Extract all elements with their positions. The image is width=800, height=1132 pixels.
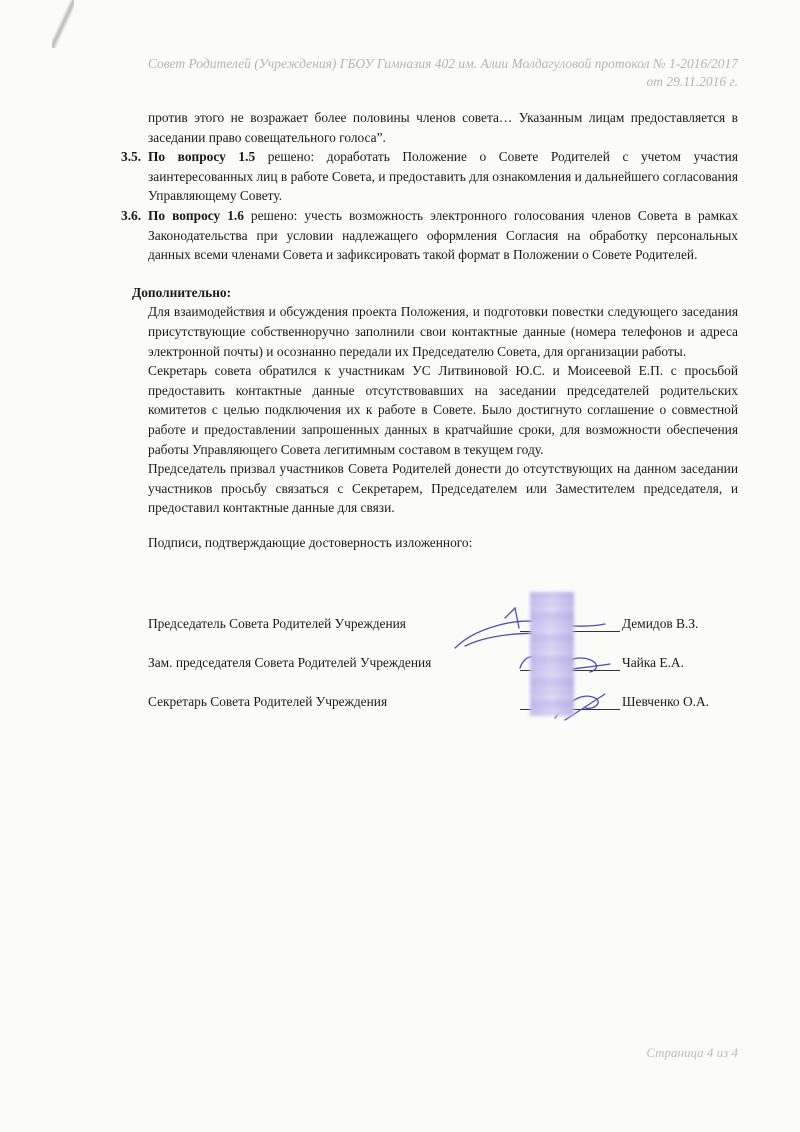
signatures-intro: Подписи, подтверждающие достоверность изложенного: (148, 534, 473, 550)
paper-fold-mark (52, 0, 74, 48)
signature-role: Председатель Совета Родителей Учреждения (148, 616, 406, 631)
item-text: решено: учесть возможность электронного голосования членов Совета в рамках Законодательства при условии надлежащего оформления Согласия на обработку персональных данных всеми членами Совета и зафиксировать такой формат в Положении о Совете Родителей. (148, 207, 738, 263)
continuation-paragraph: против этого не возражает более половины членов совета… Указанным лицам предоставляется в заседании право совещательного голоса”. (148, 110, 738, 145)
document-body (121, 108, 738, 552)
item-number: 3.6. (121, 207, 142, 223)
item-3-6 (121, 206, 738, 265)
item-question: По вопросу 1.5 (148, 149, 256, 165)
item-text: решено: доработать Положение о Совете Родителей с учетом участия заинтересованных лиц в работе Совета, и предоставить для ознакомления и дальнейшего согласования Управляющему Совету. (148, 149, 738, 204)
additional-paragraph: Председатель призвал участников Совета Родителей донести до отсутствующих на данном заседании участников просьбу связаться с Секретарем, Председателем или Заместителем председателя, и предоставил контактные данные для связи. (148, 461, 738, 516)
header-date-line: от 29.11.2016 г. (646, 74, 738, 89)
additional-paragraph: Для взаимодействия и обсуждения проекта Положения, и подготовки повестки следующего заседания присутствующие собственноручно заполнили свои контактные данные (номера телефонов и адреса электронной почты) и осознанно передали их Председателю Совета, для организации работы. (148, 304, 738, 359)
item-3-5 (121, 147, 738, 206)
additional-heading: Дополнительно: (132, 284, 232, 300)
header-protocol-line: Совет Родителей (Учреждения) ГБОУ Гимназия 402 им. Алии Молдагуловой протокол № 1-2016/2017 (147, 56, 738, 71)
page-number: Страница 4 из 4 (646, 1045, 738, 1060)
item-number: 3.5. (121, 149, 142, 165)
item-question: По вопросу 1.6 (148, 207, 244, 223)
signature-role: Секретарь Совета Родителей Учреждения (148, 694, 388, 709)
additional-paragraph: Секретарь совета обратился к участникам УС Литвиновой Ю.С. и Моисеевой Е.П. с просьбой предоставить контактные данные отсутствовавших на заседании председателей родительских комитетов с целью подключения их к работе в Совете. Было достигнуто соглашение о совместной работе и предоставлении запрошенных данных в кратчайшие сроки, для возможности обеспечения работы Управляющего Совета легитимным составом в текущем году. (148, 363, 738, 457)
redacted-signature-area (530, 592, 574, 716)
signature-name: Чайка Е.А. (622, 655, 684, 670)
signature-name: Демидов В.З. (622, 616, 699, 631)
signature-role: Зам. председателя Совета Родителей Учреждения (148, 655, 432, 670)
signature-name: Шевченко О.А. (622, 694, 710, 709)
running-header (98, 55, 738, 91)
